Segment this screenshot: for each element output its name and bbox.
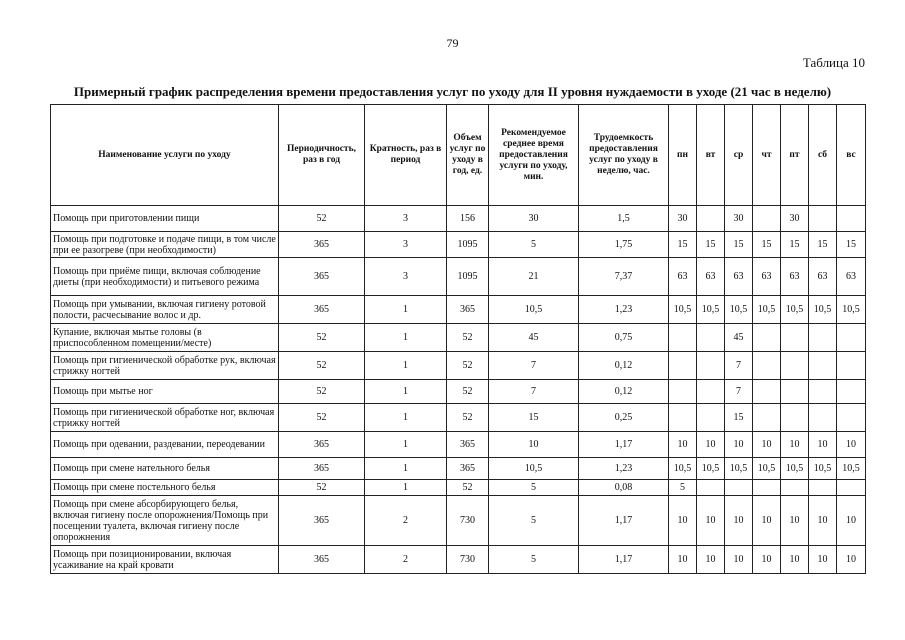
day-cell-wed: 15 bbox=[725, 404, 753, 432]
day-cell-fri bbox=[781, 352, 809, 380]
day-cell-tue: 10 bbox=[697, 432, 725, 458]
time-cell: 10,5 bbox=[489, 296, 579, 324]
day-cell-mon: 15 bbox=[669, 232, 697, 258]
day-cell-fri: 10 bbox=[781, 432, 809, 458]
day-cell-fri: 63 bbox=[781, 258, 809, 296]
multiplicity-cell: 1 bbox=[365, 352, 447, 380]
table-row bbox=[51, 432, 866, 458]
day-cell-sat bbox=[809, 404, 837, 432]
periodicity-cell: 365 bbox=[279, 458, 365, 480]
time-cell: 5 bbox=[489, 496, 579, 546]
service-cell: Помощь при подготовке и подаче пищи, в том числе при ее разогреве (при необходимости) bbox=[51, 232, 279, 258]
volume-cell: 156 bbox=[447, 206, 489, 232]
day-cell-thu: 10,5 bbox=[753, 458, 781, 480]
header-day-mon: пн bbox=[669, 105, 697, 206]
header-labor: Трудоемкость предоставления услуг по уходу в неделю, час. bbox=[579, 105, 669, 206]
time-cell: 5 bbox=[489, 232, 579, 258]
day-cell-mon: 63 bbox=[669, 258, 697, 296]
header-day-sat: сб bbox=[809, 105, 837, 206]
labor-cell: 0,12 bbox=[579, 380, 669, 404]
day-cell-wed: 10 bbox=[725, 496, 753, 546]
day-cell-sat: 63 bbox=[809, 258, 837, 296]
service-cell: Помощь при приёме пищи, включая соблюдение диеты (при необходимости) и питьевого режима bbox=[51, 258, 279, 296]
day-cell-wed bbox=[725, 480, 753, 496]
day-cell-thu bbox=[753, 324, 781, 352]
page-number: 79 bbox=[446, 36, 459, 50]
day-cell-tue: 10,5 bbox=[697, 296, 725, 324]
day-cell-sat: 10,5 bbox=[809, 458, 837, 480]
day-cell-wed: 7 bbox=[725, 352, 753, 380]
day-cell-fri bbox=[781, 380, 809, 404]
table-row bbox=[51, 404, 866, 432]
volume-cell: 1095 bbox=[447, 232, 489, 258]
labor-cell: 1,5 bbox=[579, 206, 669, 232]
day-cell-sun: 10 bbox=[837, 546, 866, 574]
service-cell: Помощь при приготовлении пищи bbox=[51, 206, 279, 232]
periodicity-cell: 52 bbox=[279, 324, 365, 352]
time-cell: 30 bbox=[489, 206, 579, 232]
day-cell-sun bbox=[837, 352, 866, 380]
table-row bbox=[51, 546, 866, 574]
day-cell-tue: 10 bbox=[697, 496, 725, 546]
day-cell-thu bbox=[753, 404, 781, 432]
volume-cell: 730 bbox=[447, 496, 489, 546]
time-cell: 45 bbox=[489, 324, 579, 352]
day-cell-mon bbox=[669, 404, 697, 432]
day-cell-thu bbox=[753, 206, 781, 232]
service-cell: Помощь при смене постельного белья bbox=[51, 480, 279, 496]
day-cell-sat: 15 bbox=[809, 232, 837, 258]
day-cell-fri: 15 bbox=[781, 232, 809, 258]
day-cell-tue: 15 bbox=[697, 232, 725, 258]
volume-cell: 365 bbox=[447, 458, 489, 480]
day-cell-fri: 30 bbox=[781, 206, 809, 232]
periodicity-cell: 365 bbox=[279, 432, 365, 458]
day-cell-sat bbox=[809, 480, 837, 496]
time-cell: 5 bbox=[489, 546, 579, 574]
day-cell-thu bbox=[753, 380, 781, 404]
service-cell: Помощь при одевании, раздевании, переодевании bbox=[51, 432, 279, 458]
day-cell-mon: 5 bbox=[669, 480, 697, 496]
day-cell-sat bbox=[809, 324, 837, 352]
header-day-wed: ср bbox=[725, 105, 753, 206]
day-cell-wed: 10 bbox=[725, 546, 753, 574]
periodicity-cell: 52 bbox=[279, 206, 365, 232]
day-cell-wed: 10 bbox=[725, 432, 753, 458]
day-cell-tue bbox=[697, 380, 725, 404]
day-cell-sat bbox=[809, 380, 837, 404]
table-label: Таблица 10 bbox=[802, 55, 865, 70]
day-cell-wed: 15 bbox=[725, 232, 753, 258]
schedule-table bbox=[50, 104, 866, 574]
multiplicity-cell: 1 bbox=[365, 480, 447, 496]
day-cell-tue bbox=[697, 324, 725, 352]
day-cell-sun bbox=[837, 480, 866, 496]
day-cell-fri bbox=[781, 404, 809, 432]
day-cell-mon: 30 bbox=[669, 206, 697, 232]
table-row bbox=[51, 480, 866, 496]
multiplicity-cell: 3 bbox=[365, 206, 447, 232]
day-cell-sun: 10 bbox=[837, 432, 866, 458]
header-volume: Объем услуг по уходу в год, ед. bbox=[447, 105, 489, 206]
day-cell-wed: 10,5 bbox=[725, 458, 753, 480]
day-cell-sun bbox=[837, 324, 866, 352]
labor-cell: 1,23 bbox=[579, 296, 669, 324]
day-cell-tue bbox=[697, 206, 725, 232]
volume-cell: 52 bbox=[447, 480, 489, 496]
header-periodicity: Периодичность, раз в год bbox=[279, 105, 365, 206]
header-recommended-time: Рекомендуемое среднее время предоставления услуги по уходу, мин. bbox=[489, 105, 579, 206]
day-cell-sat bbox=[809, 206, 837, 232]
labor-cell: 1,17 bbox=[579, 546, 669, 574]
header-day-fri: пт bbox=[781, 105, 809, 206]
day-cell-mon bbox=[669, 352, 697, 380]
header-day-sun: вс bbox=[837, 105, 866, 206]
table-row bbox=[51, 206, 866, 232]
day-cell-wed: 30 bbox=[725, 206, 753, 232]
day-cell-wed: 10,5 bbox=[725, 296, 753, 324]
day-cell-tue: 10 bbox=[697, 546, 725, 574]
day-cell-thu: 15 bbox=[753, 232, 781, 258]
time-cell: 5 bbox=[489, 480, 579, 496]
multiplicity-cell: 1 bbox=[365, 380, 447, 404]
volume-cell: 730 bbox=[447, 546, 489, 574]
table-row bbox=[51, 380, 866, 404]
day-cell-mon bbox=[669, 324, 697, 352]
volume-cell: 365 bbox=[447, 296, 489, 324]
volume-cell: 52 bbox=[447, 404, 489, 432]
service-cell: Помощь при позиционировании, включая усаживание на край кровати bbox=[51, 546, 279, 574]
day-cell-fri: 10 bbox=[781, 546, 809, 574]
time-cell: 10,5 bbox=[489, 458, 579, 480]
multiplicity-cell: 1 bbox=[365, 458, 447, 480]
day-cell-thu bbox=[753, 480, 781, 496]
day-cell-tue bbox=[697, 352, 725, 380]
labor-cell: 0,25 bbox=[579, 404, 669, 432]
service-cell: Помощь при смене абсорбирующего белья, включая гигиену после опорожнения/Помощь при посещении туалета, включая гигиену после опорожнения bbox=[51, 496, 279, 546]
service-cell: Купание, включая мытье головы (в приспособленном помещении/месте) bbox=[51, 324, 279, 352]
periodicity-cell: 52 bbox=[279, 380, 365, 404]
header-multiplicity: Кратность, раз в период bbox=[365, 105, 447, 206]
service-cell: Помощь при смене нательного белья bbox=[51, 458, 279, 480]
table-row bbox=[51, 496, 866, 546]
day-cell-sun: 10,5 bbox=[837, 458, 866, 480]
table-row bbox=[51, 458, 866, 480]
day-cell-sat: 10 bbox=[809, 546, 837, 574]
time-cell: 7 bbox=[489, 380, 579, 404]
day-cell-tue bbox=[697, 480, 725, 496]
volume-cell: 52 bbox=[447, 380, 489, 404]
multiplicity-cell: 2 bbox=[365, 546, 447, 574]
day-cell-mon: 10,5 bbox=[669, 296, 697, 324]
multiplicity-cell: 1 bbox=[365, 404, 447, 432]
service-cell: Помощь при гигиенической обработке ног, включая стрижку ногтей bbox=[51, 404, 279, 432]
labor-cell: 0,12 bbox=[579, 352, 669, 380]
table-row bbox=[51, 232, 866, 258]
day-cell-thu: 10 bbox=[753, 546, 781, 574]
day-cell-thu: 10 bbox=[753, 496, 781, 546]
volume-cell: 365 bbox=[447, 432, 489, 458]
day-cell-mon: 10 bbox=[669, 496, 697, 546]
day-cell-tue bbox=[697, 404, 725, 432]
service-cell: Помощь при гигиенической обработке рук, включая стрижку ногтей bbox=[51, 352, 279, 380]
service-cell: Помощь при умывании, включая гигиену ротовой полости, расчесывание волос и др. bbox=[51, 296, 279, 324]
labor-cell: 1,75 bbox=[579, 232, 669, 258]
day-cell-wed: 63 bbox=[725, 258, 753, 296]
periodicity-cell: 365 bbox=[279, 546, 365, 574]
labor-cell: 0,08 bbox=[579, 480, 669, 496]
day-cell-thu: 10,5 bbox=[753, 296, 781, 324]
day-cell-sun: 63 bbox=[837, 258, 866, 296]
periodicity-cell: 365 bbox=[279, 296, 365, 324]
day-cell-wed: 7 bbox=[725, 380, 753, 404]
multiplicity-cell: 3 bbox=[365, 232, 447, 258]
day-cell-sat: 10 bbox=[809, 496, 837, 546]
multiplicity-cell: 1 bbox=[365, 296, 447, 324]
volume-cell: 52 bbox=[447, 352, 489, 380]
day-cell-tue: 63 bbox=[697, 258, 725, 296]
day-cell-thu: 10 bbox=[753, 432, 781, 458]
table-row bbox=[51, 352, 866, 380]
time-cell: 10 bbox=[489, 432, 579, 458]
volume-cell: 52 bbox=[447, 324, 489, 352]
service-cell: Помощь при мытье ног bbox=[51, 380, 279, 404]
day-cell-mon bbox=[669, 380, 697, 404]
day-cell-thu bbox=[753, 352, 781, 380]
labor-cell: 0,75 bbox=[579, 324, 669, 352]
header-service: Наименование услуги по уходу bbox=[51, 105, 279, 206]
multiplicity-cell: 3 bbox=[365, 258, 447, 296]
page-title: Примерный график распределения времени предоставления услуг по уходу для II уровня нуждаемости в уходе (21 час в неделю) bbox=[73, 84, 832, 99]
day-cell-thu: 63 bbox=[753, 258, 781, 296]
multiplicity-cell: 2 bbox=[365, 496, 447, 546]
header-day-thu: чт bbox=[753, 105, 781, 206]
time-cell: 15 bbox=[489, 404, 579, 432]
day-cell-mon: 10,5 bbox=[669, 458, 697, 480]
volume-cell: 1095 bbox=[447, 258, 489, 296]
day-cell-fri bbox=[781, 480, 809, 496]
periodicity-cell: 52 bbox=[279, 404, 365, 432]
table-row bbox=[51, 324, 866, 352]
day-cell-sun: 10 bbox=[837, 496, 866, 546]
day-cell-sat bbox=[809, 352, 837, 380]
periodicity-cell: 365 bbox=[279, 258, 365, 296]
header-row bbox=[51, 105, 866, 206]
periodicity-cell: 365 bbox=[279, 496, 365, 546]
day-cell-fri: 10,5 bbox=[781, 296, 809, 324]
labor-cell: 7,37 bbox=[579, 258, 669, 296]
day-cell-sun: 15 bbox=[837, 232, 866, 258]
periodicity-cell: 365 bbox=[279, 232, 365, 258]
day-cell-mon: 10 bbox=[669, 432, 697, 458]
table-row bbox=[51, 258, 866, 296]
day-cell-sun bbox=[837, 206, 866, 232]
periodicity-cell: 52 bbox=[279, 480, 365, 496]
day-cell-sun bbox=[837, 404, 866, 432]
labor-cell: 1,17 bbox=[579, 496, 669, 546]
labor-cell: 1,17 bbox=[579, 432, 669, 458]
table-body bbox=[51, 206, 866, 574]
time-cell: 7 bbox=[489, 352, 579, 380]
labor-cell: 1,23 bbox=[579, 458, 669, 480]
day-cell-fri: 10 bbox=[781, 496, 809, 546]
multiplicity-cell: 1 bbox=[365, 432, 447, 458]
day-cell-sun bbox=[837, 380, 866, 404]
day-cell-sat: 10,5 bbox=[809, 296, 837, 324]
day-cell-sun: 10,5 bbox=[837, 296, 866, 324]
time-cell: 21 bbox=[489, 258, 579, 296]
day-cell-tue: 10,5 bbox=[697, 458, 725, 480]
periodicity-cell: 52 bbox=[279, 352, 365, 380]
header-day-tue: вт bbox=[697, 105, 725, 206]
multiplicity-cell: 1 bbox=[365, 324, 447, 352]
day-cell-fri: 10,5 bbox=[781, 458, 809, 480]
table-row bbox=[51, 296, 866, 324]
day-cell-wed: 45 bbox=[725, 324, 753, 352]
day-cell-mon: 10 bbox=[669, 546, 697, 574]
day-cell-sat: 10 bbox=[809, 432, 837, 458]
day-cell-fri bbox=[781, 324, 809, 352]
